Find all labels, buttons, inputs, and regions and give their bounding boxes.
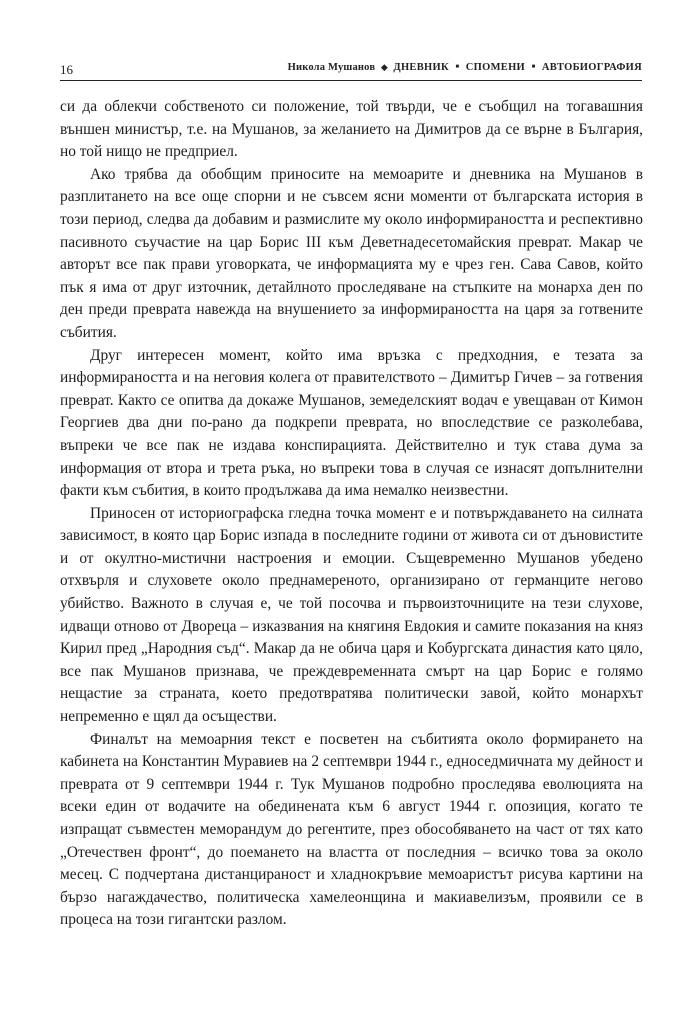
header-author: Никола Мушанов [287,62,376,73]
square-separator-icon: ■ [455,64,460,70]
header-title-diary: ДНЕВНИК [393,62,449,73]
header-title-block [288,62,642,73]
header-title-autobiography: АВТОБИОГРАФИЯ [541,62,642,73]
paragraph: Приносен от историографска гледна точка момент е и потвърждаването на силната зависимост, в която цар Борис изпада в последните години от живота си от дъновистите и от окултно-мистични настроения и емоции. Същевременно Мушанов убедено отхвърля и слуховете около преднамереното, организирано от германците негово убийство. Важното в случая е, че той посочва и първоизточниците на тези слухове, идващи отново от Двореца – изказвания на княгиня Евдокия и самите показания на княз Кирил пред „Народния съд“. Макар да не обича царя и Кобургската династия като цяло, все пак Мушанов признава, че преждевременната смърт на цар Борис е голямо нещастие за страната, което предотвратява политически завой, който монархът непременно е щял да осъществи. [60,504,643,726]
paragraph: си да облекчи собственото си положение, той твърди, че е съобщил на тогавашния външен министър, т.е. на Мушанов, за желанието на Димитров да се върне в България, но той нищо не предприел. [60,98,643,161]
paragraph: Друг интересен момент, който има връзка с предходния, е тезата за информираността и на неговия колега от правителството – Димитър Гичев – за готвения преврат. Както се опитва да докаже Мушанов, земеделският водач е увещаван от Кимон Георгиев два дни по-рано да подкрепи преврата, но впоследствие се разколебава, въпреки че все пак не издава конспирацията. Действително и тук става дума за информация от втора и трета ръка, но въпреки това в случая се изнасят допълнителни факти към събития, в които продължава да има немалко неизвестни. [60,346,643,500]
running-header [60,62,642,81]
page-number: 16 [60,62,73,77]
paragraph: Финалът на мемоарния текст е посветен на събитията около формирането на кабинета на Константин Муравиев на 2 септември 1944 г., едноседмичната му дейност и преврата от 9 септември 1944 г. Тук Мушанов подробно проследява еволюцията на всеки един от водачите на обединената към 6 август 1944 г. опозиция, когато те изпращат съвместен меморандум до регентите, през обособяването на част от тях като „Отечествен фронт“, до поемането на властта от последния – всичко това за около месец. С подчертана дистанцираност и хладнокръвие мемоаристът рисува картини на бързо нагаждачество, политическа хамелеонщина и макиавелизъм, проявили се в процеса на този гигантски разлом. [60,730,643,929]
square-separator-icon: ■ [531,64,536,70]
diamond-separator-icon: ◆ [380,62,388,72]
header-title-memoirs: СПОМЕНИ [465,62,526,73]
body-text [60,96,643,932]
paragraph: Ако трябва да обобщим приносите на мемоарите и дневника на Мушанов в разплитането на все още спорни и не съвсем ясни моменти от българската история в този период, следва да добавим и размислите му около информираността и респективно пасивното съучастие на цар Борис III към Деветнадесетомайския преврат. Макар че авторът все пак прави уговорката, че информацията му е чрез ген. Сава Савов, който пък я има от друг източник, детайлното проследяване на стъпките на монарха ден по ден преди преврата навежда на внушението за информираността на царя за готвените събития. [60,165,643,341]
